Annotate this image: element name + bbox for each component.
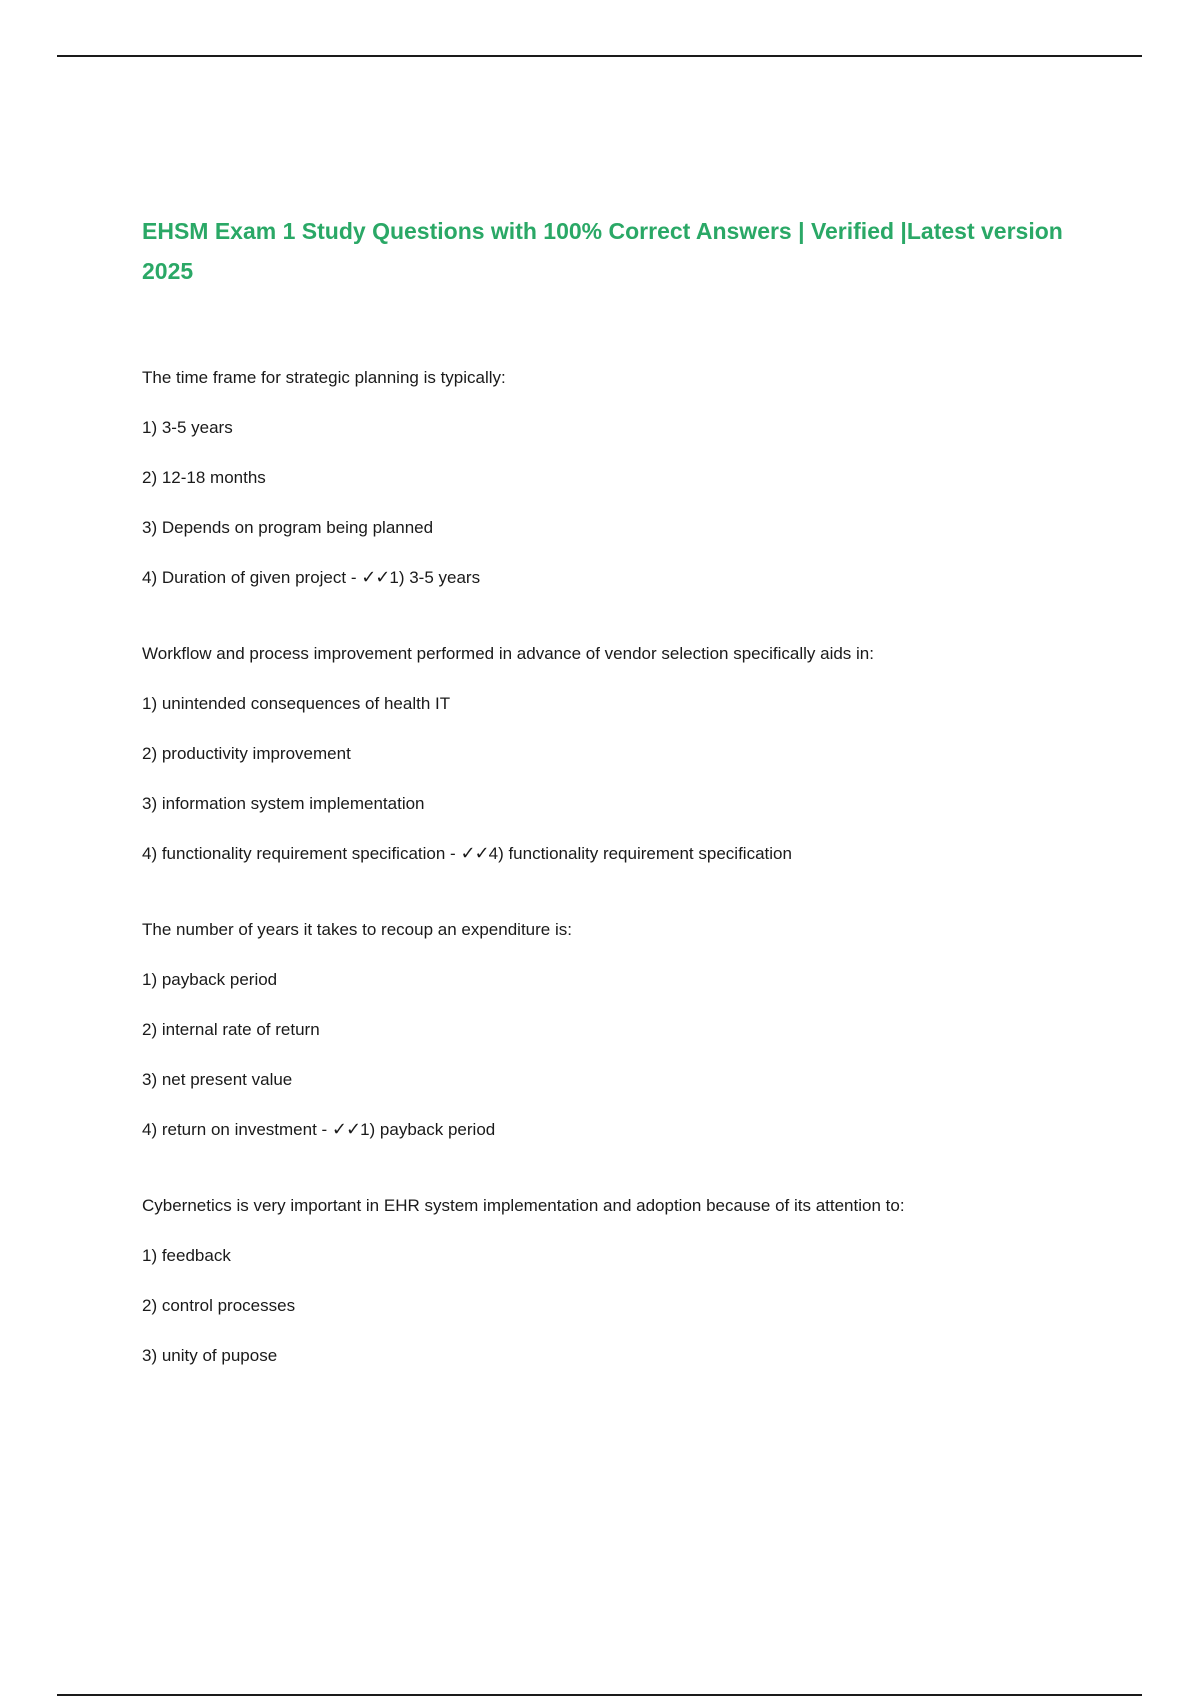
option-4: 4) functionality requirement specification - — [142, 844, 461, 863]
option-2: 2) internal rate of return — [142, 1020, 320, 1039]
option-1: 1) feedback — [142, 1246, 231, 1265]
correct-answer: 4) functionality requirement specification — [488, 844, 792, 863]
option-3: 3) net present value — [142, 1070, 293, 1089]
option-4-with-answer — [142, 1118, 1102, 1142]
question-text: Workflow and process improvement performed in advance of vendor selection specifically aids in: — [142, 644, 874, 663]
correct-answer: 1) 3-5 years — [389, 568, 481, 587]
double-check-icon: ✓✓ — [460, 843, 489, 864]
question-text: Cybernetics is very important in EHR system implementation and adoption because of its attention to: — [142, 1196, 905, 1215]
question-list — [142, 366, 1102, 1420]
option-4-with-answer — [142, 842, 1102, 866]
double-check-icon: ✓✓ — [361, 567, 390, 588]
option-2: 2) control processes — [142, 1296, 296, 1315]
option-1: 1) 3-5 years — [142, 418, 233, 437]
option-3: 3) information system implementation — [142, 794, 425, 813]
correct-answer: 1) payback period — [360, 1120, 496, 1139]
question-2 — [142, 642, 1102, 866]
header-rule — [57, 55, 1142, 57]
footer-rule — [57, 1694, 1142, 1696]
question-3 — [142, 918, 1102, 1142]
option-2: 2) productivity improvement — [142, 744, 351, 763]
question-1 — [142, 366, 1102, 590]
document-title: EHSM Exam 1 Study Questions with 100% Correct Answers | Verified |Latest version 2025 — [142, 218, 1063, 284]
question-text: The number of years it takes to recoup an expenditure is: — [142, 920, 572, 939]
question-text: The time frame for strategic planning is typically: — [142, 368, 506, 387]
double-check-icon: ✓✓ — [331, 1119, 361, 1140]
option-1: 1) unintended consequences of health IT — [142, 694, 451, 713]
option-4: 4) return on investment - — [142, 1120, 332, 1139]
option-3: 3) Depends on program being planned — [142, 518, 434, 537]
option-2: 2) 12-18 months — [142, 468, 266, 487]
option-4: 4) Duration of given project - — [142, 568, 362, 587]
option-3: 3) unity of pupose — [142, 1346, 278, 1365]
option-1: 1) payback period — [142, 970, 278, 989]
question-4 — [142, 1194, 1102, 1368]
option-4-with-answer — [142, 566, 1102, 590]
